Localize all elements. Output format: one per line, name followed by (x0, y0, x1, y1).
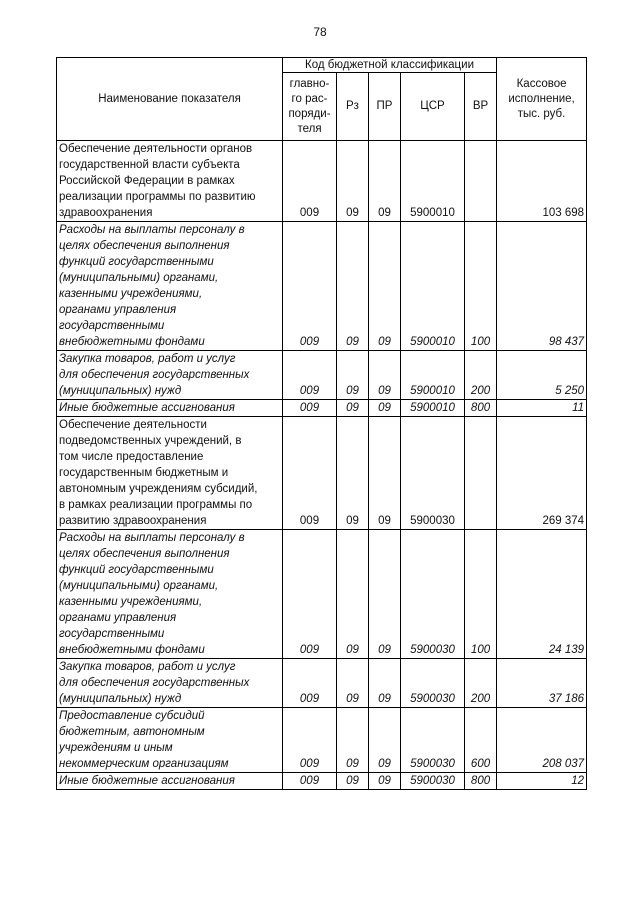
row-name-line: государственной власти субъекта (59, 159, 240, 171)
row-gr-value: 009 (299, 207, 320, 219)
row-pr (369, 659, 401, 708)
row-amount (497, 222, 587, 351)
row-csr-value: 5900030 (410, 758, 455, 770)
row-name-line: некоммерческим организациям (59, 758, 229, 770)
header-amount (497, 58, 587, 141)
row-gr (283, 530, 337, 659)
table-row (57, 141, 587, 222)
row-rz (337, 222, 369, 351)
row-amount-value: 12 (571, 775, 585, 787)
row-name-line: Расходы на выплаты персоналу в (59, 532, 245, 544)
row-name-line: целях обеспечения выполнения (59, 240, 230, 252)
row-name-line: (муниципальных) нужд (59, 385, 182, 397)
row-name-line: в рамках реализации программы по (59, 499, 253, 511)
row-pr-value: 09 (378, 775, 391, 787)
row-amount (497, 351, 587, 400)
row-name-line: (муниципальными) органами, (59, 580, 219, 592)
row-rz (337, 400, 369, 417)
row-vr-value: 200 (470, 693, 491, 705)
row-name-line: органами управления (59, 304, 177, 316)
row-rz (337, 659, 369, 708)
row-gr (283, 773, 337, 790)
header-gr-line: поряди- (288, 107, 331, 120)
header-gr (283, 73, 337, 141)
row-amount-value: 269 374 (542, 515, 585, 527)
row-amount (497, 659, 587, 708)
row-gr (283, 400, 337, 417)
row-rz-value: 09 (346, 758, 359, 770)
row-csr-value: 5900030 (410, 693, 455, 705)
row-pr (369, 141, 401, 222)
header-amount-line: Кассовое (516, 77, 567, 90)
row-name-line: (муниципальными) органами, (59, 272, 219, 284)
header-amount-line: тыс. руб. (517, 107, 566, 120)
row-rz-value: 09 (346, 775, 359, 787)
row-name-line: функций государственными (59, 564, 214, 576)
table-row (57, 400, 587, 417)
row-name-line: государственным бюджетным и (59, 467, 229, 479)
row-vr-value: 200 (470, 385, 491, 397)
row-name-line: функций государственными (59, 256, 214, 268)
row-rz-value: 09 (346, 207, 359, 219)
row-rz (337, 417, 369, 530)
table-row (57, 222, 587, 351)
row-pr (369, 417, 401, 530)
row-name-line: государственными (59, 628, 165, 640)
row-gr (283, 351, 337, 400)
row-pr-value: 09 (378, 336, 391, 348)
row-name (57, 773, 283, 790)
row-gr-value: 009 (299, 775, 320, 787)
table-header (57, 58, 587, 141)
row-name (57, 222, 283, 351)
row-vr (465, 530, 497, 659)
row-amount-value: 24 139 (548, 644, 585, 656)
row-pr-value: 09 (378, 385, 391, 397)
row-name-line: Расходы на выплаты персоналу в (59, 224, 245, 236)
row-name-line: для обеспечения государственных (59, 677, 250, 689)
row-amount-value: 5 250 (555, 385, 585, 397)
row-name-line: учреждениям и иным (59, 742, 173, 754)
row-gr (283, 417, 337, 530)
row-amount (497, 708, 587, 773)
row-gr (283, 222, 337, 351)
row-pr-value: 09 (378, 693, 391, 705)
header-gr-line: главно- (289, 77, 330, 90)
row-csr-value: 5900010 (410, 336, 455, 348)
row-amount (497, 141, 587, 222)
row-gr (283, 659, 337, 708)
row-gr-value: 009 (299, 693, 320, 705)
row-vr-value: 100 (470, 644, 491, 656)
row-vr (465, 400, 497, 417)
row-name-line: автономным учреждениям субсидий, (59, 483, 258, 495)
table-body (57, 141, 587, 790)
row-name-line: казенными учреждениями, (59, 596, 203, 608)
row-amount-value: 98 437 (548, 336, 585, 348)
row-gr-value: 009 (299, 336, 320, 348)
row-amount-value: 208 037 (542, 758, 585, 770)
row-amount (497, 400, 587, 417)
row-rz (337, 530, 369, 659)
row-name-line: развитию здравоохранения (59, 515, 207, 527)
row-name-line: реализации программы по развитию (59, 191, 256, 203)
row-vr (465, 222, 497, 351)
header-vr: ВР (465, 73, 497, 141)
row-name-line: внебюджетными фондами (59, 336, 205, 348)
row-gr-value: 009 (299, 644, 320, 656)
row-pr-value: 09 (378, 758, 391, 770)
row-amount-value: 37 186 (548, 693, 585, 705)
row-pr (369, 400, 401, 417)
row-pr (369, 222, 401, 351)
row-name-line: Иные бюджетные ассигнования (59, 402, 235, 414)
row-rz-value: 09 (346, 402, 359, 414)
row-vr-value: 800 (470, 775, 491, 787)
row-name-line: целях обеспечения выполнения (59, 548, 230, 560)
row-name-line: (муниципальных) нужд (59, 693, 182, 705)
header-amount-line: исполнение, (508, 92, 575, 105)
row-vr (465, 773, 497, 790)
row-gr (283, 141, 337, 222)
row-name (57, 530, 283, 659)
row-name-line: Предоставление субсидий (59, 710, 205, 722)
row-rz-value: 09 (346, 693, 359, 705)
row-rz-value: 09 (346, 336, 359, 348)
row-csr-value: 5900010 (410, 207, 455, 219)
row-name-line: органами управления (59, 612, 177, 624)
row-gr-value: 009 (299, 385, 320, 397)
row-csr (401, 141, 465, 222)
row-name-line: том числе предоставление (59, 451, 204, 463)
row-gr (283, 708, 337, 773)
row-pr (369, 351, 401, 400)
row-rz (337, 141, 369, 222)
table-row (57, 659, 587, 708)
row-name (57, 659, 283, 708)
header-rz: Рз (337, 73, 369, 141)
row-amount (497, 773, 587, 790)
row-pr-value: 09 (378, 515, 391, 527)
row-pr (369, 708, 401, 773)
row-vr-value: 100 (470, 336, 491, 348)
row-name (57, 417, 283, 530)
row-rz-value: 09 (346, 515, 359, 527)
row-rz (337, 773, 369, 790)
row-csr (401, 659, 465, 708)
row-name-line: бюджетным, автономным (59, 726, 205, 738)
row-name-line: здравоохранения (59, 207, 153, 219)
row-csr (401, 222, 465, 351)
row-amount-value: 103 698 (542, 207, 585, 219)
row-name-line: Иные бюджетные ассигнования (59, 775, 235, 787)
row-name-line: подведомственных учреждений, в (59, 435, 242, 447)
row-name-line: внебюджетными фондами (59, 644, 205, 656)
row-csr-value: 5900010 (410, 385, 455, 397)
row-name (57, 351, 283, 400)
row-pr-value: 09 (378, 207, 391, 219)
row-csr-value: 5900010 (410, 402, 455, 414)
header-name: Наименование показателя (57, 58, 283, 141)
header-code-group: Код бюджетной классификации (283, 58, 497, 73)
row-csr (401, 351, 465, 400)
row-rz-value: 09 (346, 644, 359, 656)
table-row (57, 773, 587, 790)
row-pr-value: 09 (378, 644, 391, 656)
page-number: 78 (313, 25, 327, 39)
row-csr-value: 5900030 (410, 515, 455, 527)
row-name-line: Обеспечение деятельности органов (59, 143, 253, 155)
row-rz-value: 09 (346, 385, 359, 397)
row-name (57, 400, 283, 417)
row-vr (465, 351, 497, 400)
row-csr (401, 773, 465, 790)
header-gr-line: го рас- (291, 92, 328, 105)
row-vr-value: 800 (470, 402, 491, 414)
row-csr (401, 417, 465, 530)
row-name-line: казенными учреждениями, (59, 288, 203, 300)
budget-classification-table (56, 57, 587, 790)
row-rz (337, 708, 369, 773)
table-row (57, 417, 587, 530)
header-csr: ЦСР (401, 73, 465, 141)
row-rz (337, 351, 369, 400)
row-name (57, 141, 283, 222)
row-pr-value: 09 (378, 402, 391, 414)
row-csr-value: 5900030 (410, 775, 455, 787)
row-vr-value: 600 (470, 758, 491, 770)
table-row (57, 708, 587, 773)
row-amount-value: 11 (572, 402, 585, 414)
row-csr (401, 400, 465, 417)
row-csr-value: 5900030 (410, 644, 455, 656)
table-row (57, 351, 587, 400)
row-name-line: Закупка товаров, работ и услуг (59, 661, 236, 673)
row-vr (465, 417, 497, 530)
header-gr-line: теля (297, 122, 322, 135)
row-gr-value: 009 (299, 758, 320, 770)
row-vr (465, 141, 497, 222)
row-name (57, 708, 283, 773)
row-vr (465, 659, 497, 708)
row-name-line: Закупка товаров, работ и услуг (59, 353, 236, 365)
row-amount (497, 417, 587, 530)
row-pr (369, 773, 401, 790)
row-csr (401, 530, 465, 659)
row-gr-value: 009 (299, 402, 320, 414)
row-csr (401, 708, 465, 773)
row-name-line: Обеспечение деятельности (59, 419, 207, 431)
row-name-line: государственными (59, 320, 165, 332)
header-pr: ПР (369, 73, 401, 141)
row-gr-value: 009 (299, 515, 320, 527)
row-name-line: для обеспечения государственных (59, 369, 250, 381)
row-pr (369, 530, 401, 659)
row-amount (497, 530, 587, 659)
row-name-line: Российской Федерации в рамках (59, 175, 235, 187)
table-row (57, 530, 587, 659)
row-vr (465, 708, 497, 773)
